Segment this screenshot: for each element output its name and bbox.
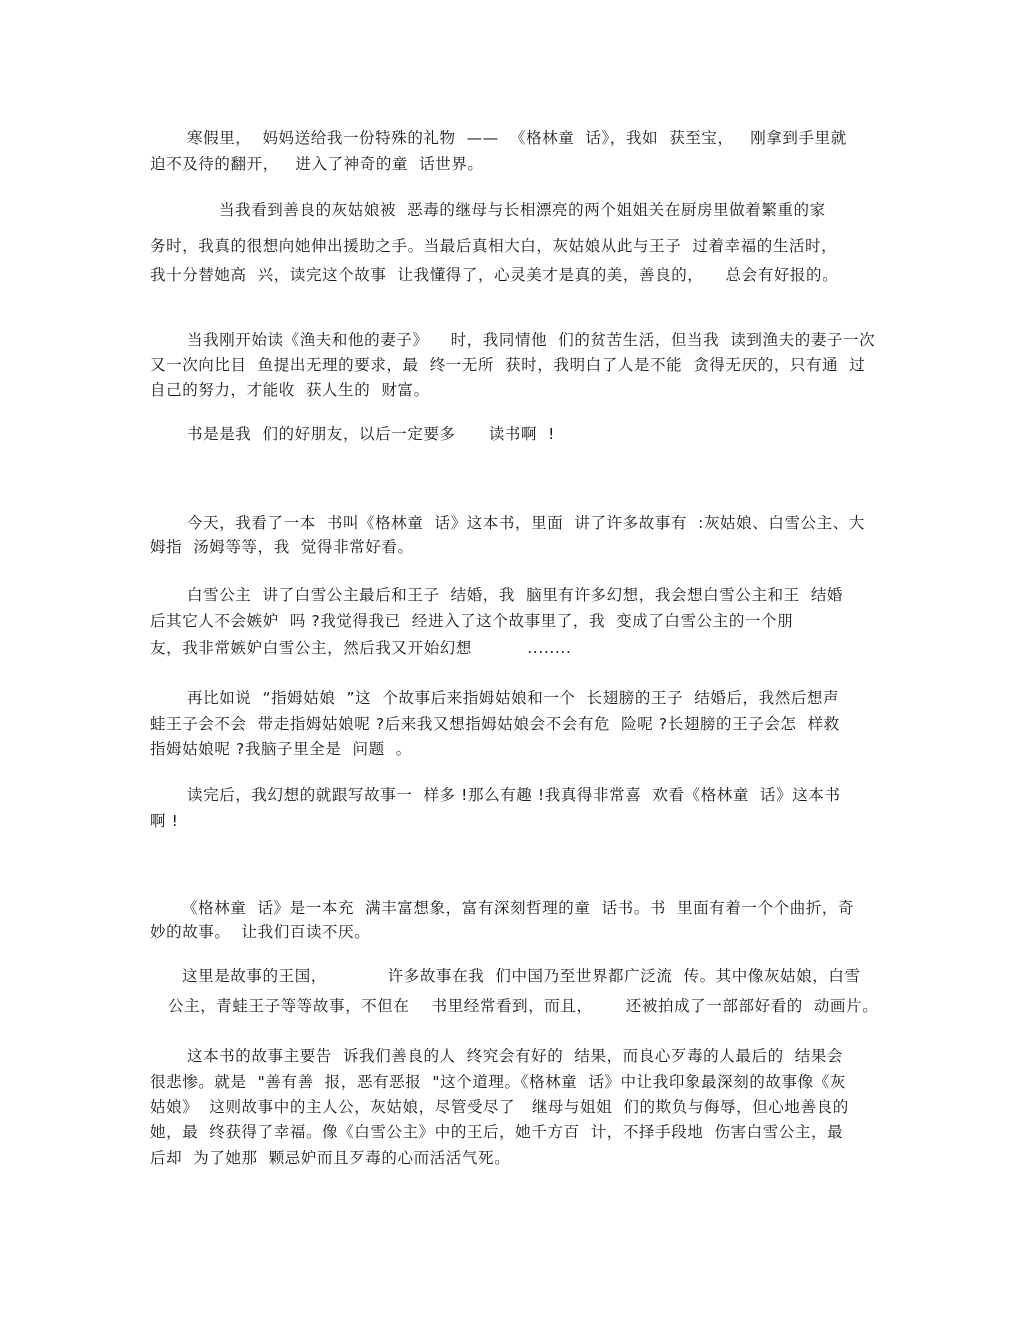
text-line: 后却 为了她那 颗忌妒而且歹毒的心而活活气死。: [150, 1149, 511, 1167]
text-line: 姑娘》 这则故事中的主人公，灰姑娘，尽管受尽了 继母与姐姐 们的欺负与侮辱，但心地善良的: [150, 1098, 849, 1116]
text-line: 寒假里， 妈妈送给我一份特殊的礼物 —— 《格林童 话》，我如 获至宝， 刚拿到手里就: [187, 129, 847, 147]
text-line: 啊 !: [150, 812, 179, 830]
text-line: 友，我非常嫉妒白雪公主，然后我又开始幻想 ........: [150, 639, 572, 657]
text-line: 指姆姑娘呢 ?我脑子里全是 问题 。: [150, 740, 412, 758]
text-line: 自己的努力，才能收 获人生的 财富。: [150, 381, 430, 399]
text-line: 当我看到善良的灰姑娘被 恶毒的继母与长相漂亮的两个姐姐关在厨房里做着繁重的家: [219, 201, 826, 219]
text-line: 又一次向比目 鱼提出无理的要求，最 终一无所 获时，我明白了人是不能 贪得无厌的，只有通 过: [150, 356, 866, 374]
text-line: 再比如说 “指姆姑娘 ”这 个故事后来指姆姑娘和一个 长翅膀的王子 结婚后，我然后想声: [187, 689, 840, 707]
text-line: 读完后，我幻想的就跟写故事一 样多 !那么有趣 !我真得非常喜 欢看《格林童 话》这本书: [187, 786, 841, 804]
text-line: 《格林童 话》是一本充 满丰富想象，富有深刻哲理的童 话书。书 里面有着一个个曲折，奇: [182, 899, 855, 917]
text-line: 当我刚开始读《渔夫和他的妻子》 时，我同情他 们的贫苦生活，但当我 读到渔夫的妻子一次: [187, 331, 876, 349]
text-line: 后其它人不会嫉妒 吗 ?我觉得我已 经进入了这个故事里了，我 变成了白雪公主的一个朋: [150, 612, 794, 630]
text-line: 公主，青蛙王子等等故事，不但在 书里经常看到，而且， 还被拍成了一部部好看的 动画片。: [168, 997, 879, 1015]
text-line: 蛙王子会不会 带走指姆姑娘呢 ?后来我又想指姆姑娘会不会有危 险呢 ?长翅膀的王子会怎 样救: [150, 715, 840, 733]
text-line: 这里是故事的王国， 许多故事在我 们中国乃至世界都广泛流 传。其中像灰姑娘，白雪: [182, 967, 861, 985]
text-line: 我十分替她高 兴，读完这个故事 让我懂得了，心灵美才是真的美，善良的， 总会有好报的。: [150, 266, 839, 284]
text-line: 姆指 汤姆等等，我 觉得非常好看。: [150, 538, 414, 556]
text-line: 白雪公主 讲了白雪公主最后和王子 结婚，我 脑里有许多幻想，我会想白雪公主和王 结婚: [187, 586, 844, 604]
text-line: 妙的故事。 让我们百读不厌。: [150, 923, 371, 941]
text-line: 很悲惨。就是 "善有善 报，恶有恶报 "这个道理。《格林童 话》中让我印象最深刻的故事像《灰: [150, 1073, 846, 1091]
text-line: 书是是我 们的好朋友，以后一定要多 读书啊 !: [187, 425, 555, 443]
text-line: 这本书的故事主要告 诉我们善良的人 终究会有好的 结果，而良心歹毒的人最后的 结果会: [187, 1047, 844, 1065]
text-line: 她，最 终获得了幸福。像《白雪公主》中的王后，她千方百 计，不择手段地 伤害白雪公主，最: [150, 1123, 844, 1141]
text-line: 务时，我真的很想向她伸出援助之手。当最后真相大白，灰姑娘从此与王子 过着幸福的生活时，: [150, 237, 838, 255]
text-line: 迫不及待的翻开， 进入了神奇的童 话世界。: [150, 155, 484, 173]
text-line: 今天，我看了一本 书叫《格林童 话》这本书，里面 讲了许多故事有 :灰姑娘、白雪公主、大: [187, 514, 865, 532]
